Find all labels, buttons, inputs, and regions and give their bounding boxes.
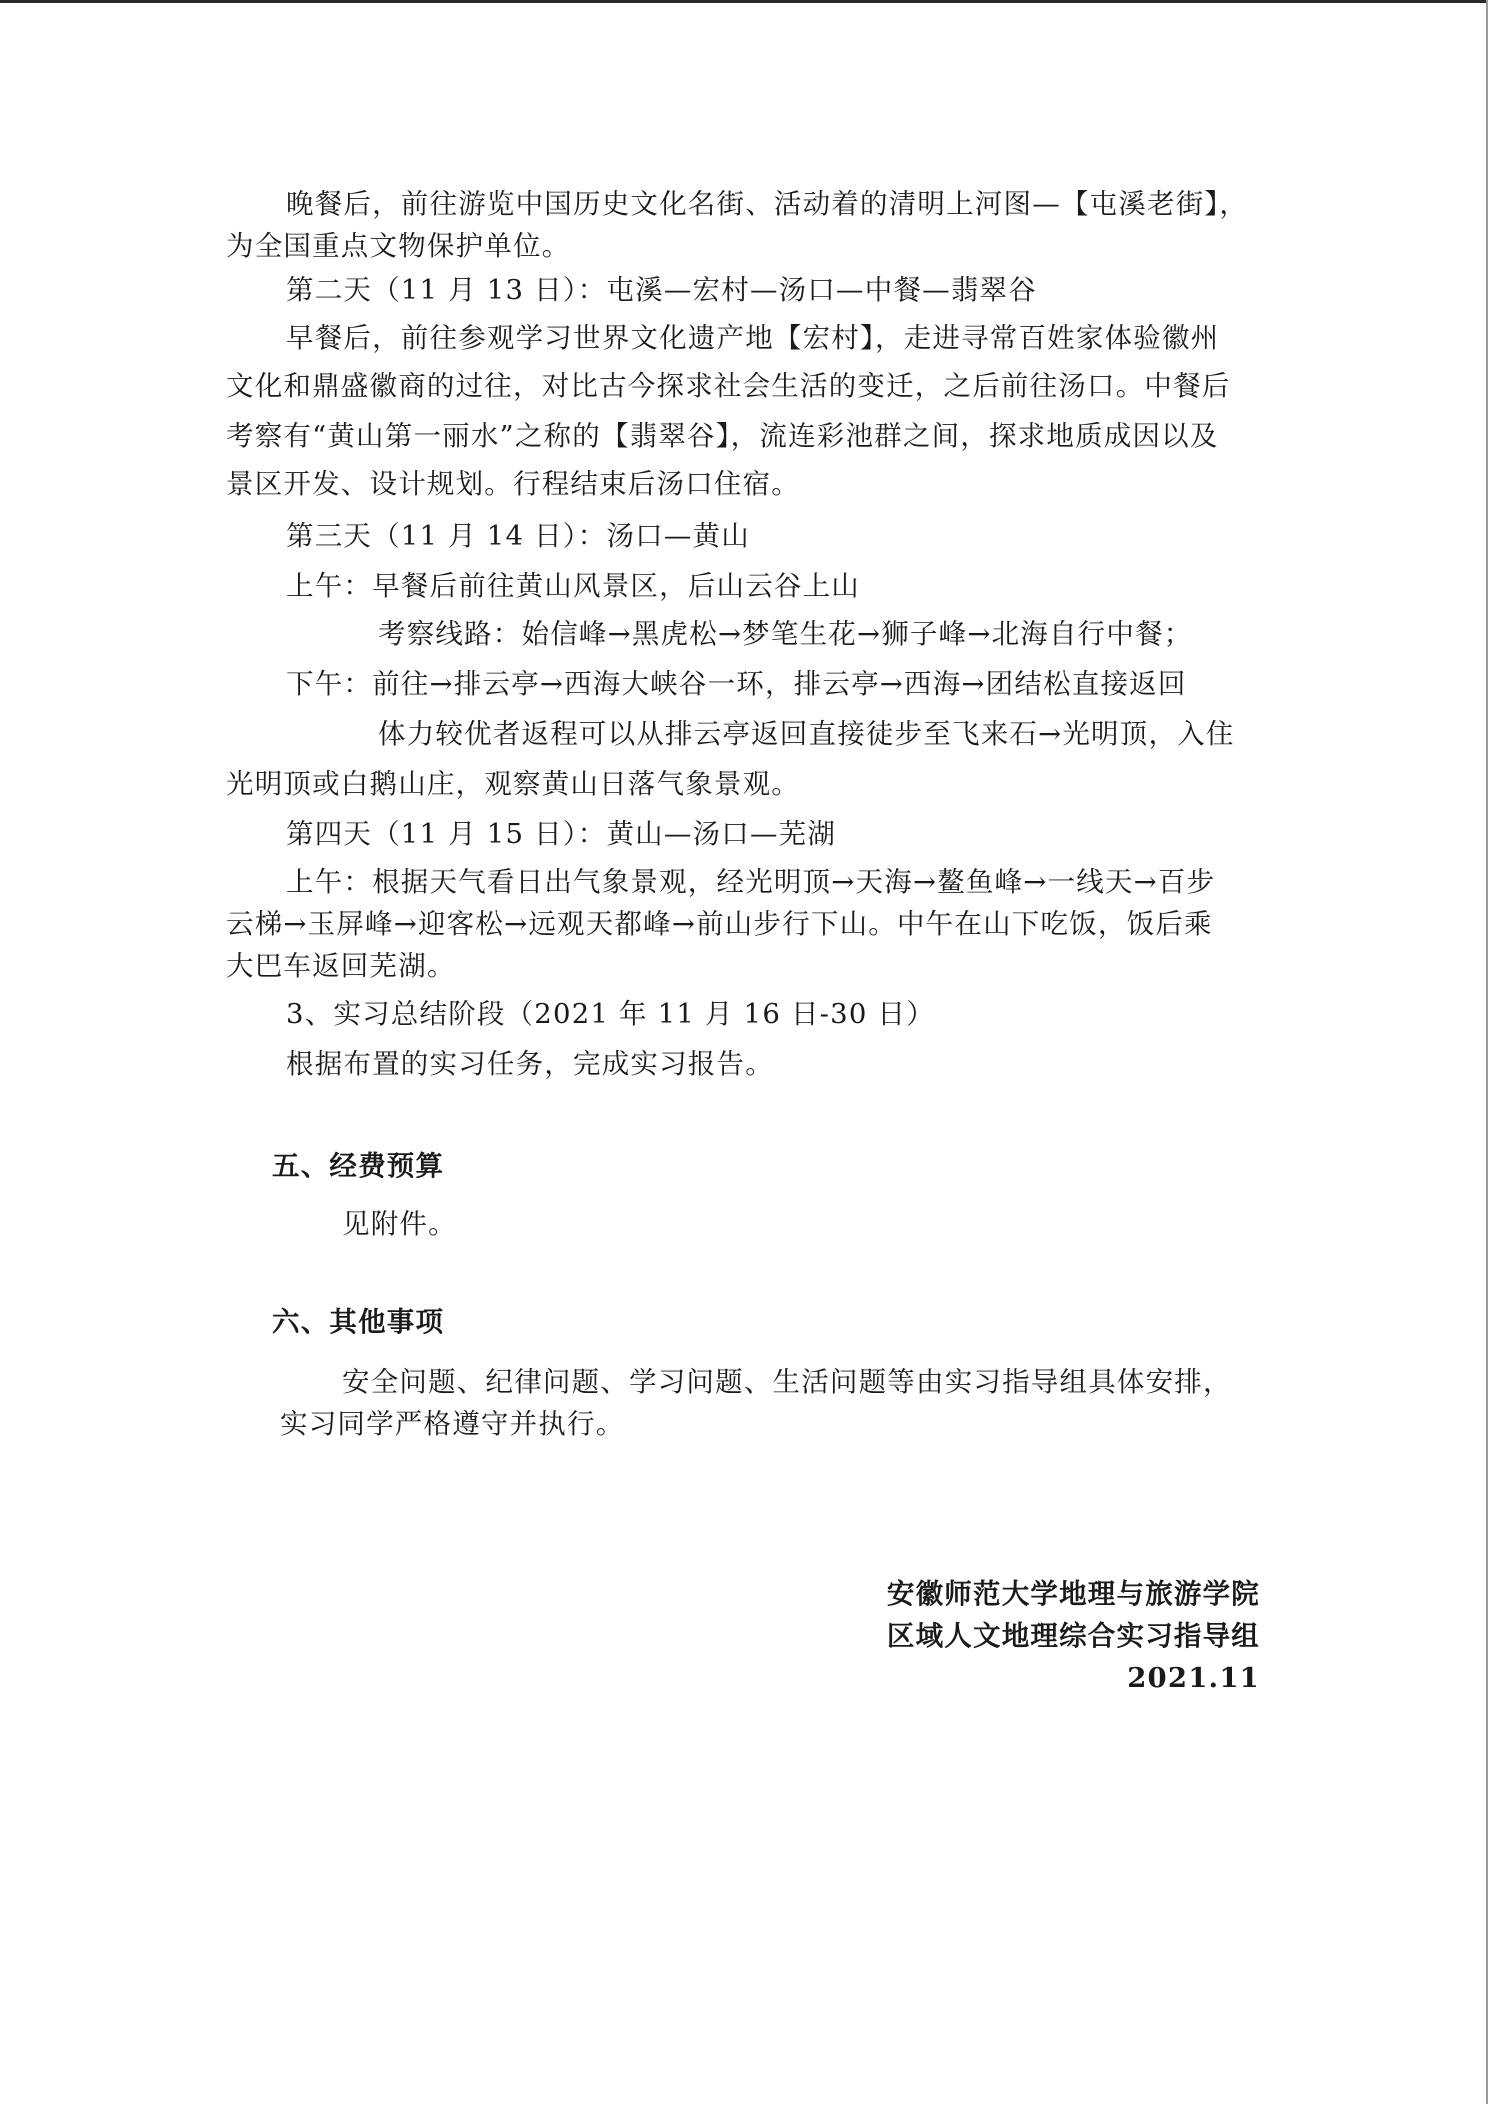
section-heading: 六、其他事项 [272,1306,445,1338]
day3-title: 第三天（11 月 14 日）：汤口—黄山 [286,520,750,552]
paragraph-line: 大巴车返回芜湖。 [226,950,456,982]
section-heading: 五、经费预算 [272,1150,445,1182]
paragraph-line: 实习同学严格遵守并执行。 [280,1408,625,1440]
paragraph-line: 考察线路：始信峰→黑虎松→梦笔生花→狮子峰→北海自行中餐； [378,618,1193,650]
paragraph-line: 见附件。 [342,1208,457,1240]
paragraph-line: 早餐后，前往参观学习世界文化遗产地【宏村】，走进寻常百姓家体验徽州 [286,322,1220,354]
paragraph-line: 云梯→玉屏峰→迎客松→远观天都峰→前山步行下山。中午在山下吃饭，饭后乘 [226,908,1213,940]
paragraph-line: 晚餐后，前往游览中国历史文化名街、活动着的清明上河图—【屯溪老街】， [286,188,1249,220]
paragraph-line: 为全国重点文物保护单位。 [226,230,571,262]
paragraph-line: 考察有“黄山第一丽水”之称的【翡翠谷】，流连彩池群之间，探求地质成因以及 [226,420,1219,452]
paragraph-line: 下午：前往→排云亭→西海大峡谷一环，排云亭→西海→团结松直接返回 [286,668,1187,700]
paragraph-line: 光明顶或白鹅山庄，观察黄山日落气象景观。 [226,768,800,800]
signature-group: 区域人文地理综合实习指导组 [886,1620,1260,1652]
signature-org: 安徽师范大学地理与旅游学院 [886,1578,1260,1610]
paragraph-line: 安全问题、纪律问题、学习问题、生活问题等由实习指导组具体安排， [342,1366,1232,1398]
paragraph-line: 景区开发、设计规划。行程结束后汤口住宿。 [226,468,800,500]
day4-title: 第四天（11 月 15 日）：黄山—汤口—芜湖 [286,818,837,850]
paragraph-line: 上午：早餐后前往黄山风景区，后山云谷上山 [286,570,860,602]
stage3-title: 3、实习总结阶段（2021 年 11 月 16 日-30 日） [286,998,935,1030]
signature-date: 2021.11 [1127,1662,1260,1694]
day2-title: 第二天（11 月 13 日）：屯溪—宏村—汤口—中餐—翡翠谷 [286,274,1037,306]
top-border [0,0,1488,3]
paragraph-line: 体力较优者返程可以从排云亭返回直接徒步至飞来石→光明顶，入住 [378,718,1235,750]
paragraph-line: 根据布置的实习任务，完成实习报告。 [286,1048,774,1080]
paragraph-line: 文化和鼎盛徽商的过往，对比古今探求社会生活的变迁，之后前往汤口。中餐后 [226,370,1231,402]
paragraph-line: 上午：根据天气看日出气象景观，经光明顶→天海→鳌鱼峰→一线天→百步 [286,866,1216,898]
